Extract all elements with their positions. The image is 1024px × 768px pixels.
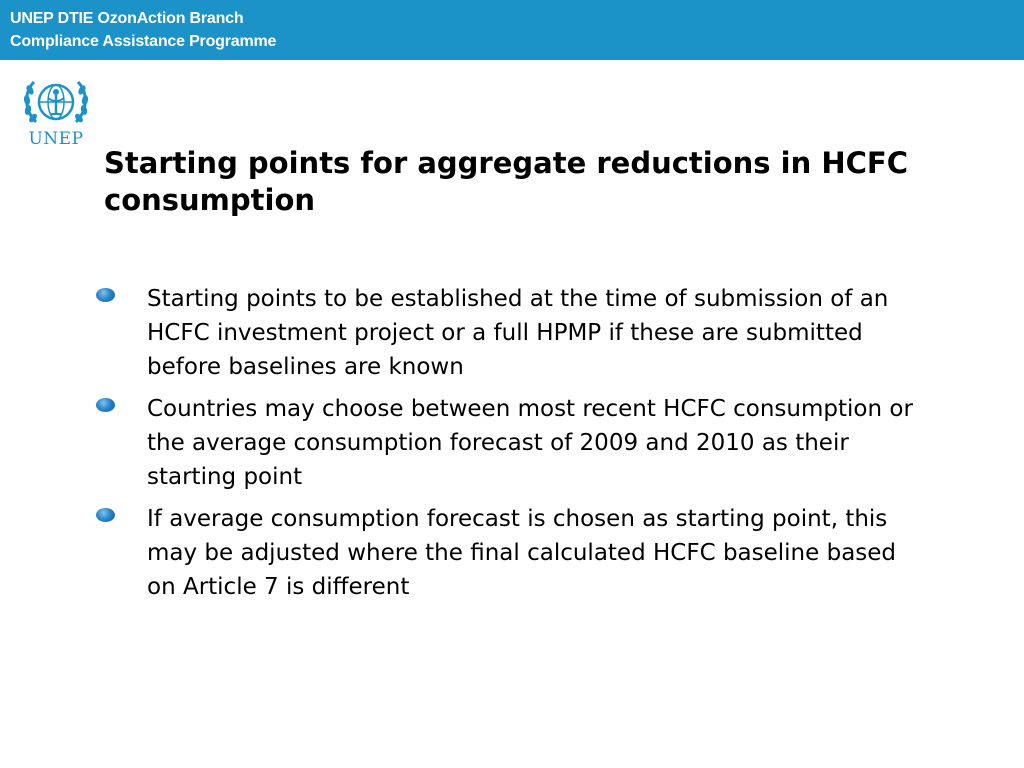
- header-text: [10, 7, 276, 53]
- bullet-icon: [96, 508, 115, 522]
- bullet-text: If average consumption forecast is chosen as starting point, this may be adjusted where the final calculated HCFC baseline based on Article 7 is different: [147, 506, 897, 600]
- bullet-text: Starting points to be established at the time of submission of an HCFC investment project or a full HPMP if these are submitted before baselines are known: [147, 286, 889, 380]
- slide-title: Starting points for aggregate reductions in HCFC consumption: [104, 146, 908, 217]
- list-item: [96, 502, 916, 604]
- bullet-icon: [96, 288, 115, 302]
- bullet-text: Countries may choose between most recent HCFC consumption or the average consumption forecast of 2009 and 2010 as their starting point: [147, 396, 913, 490]
- list-item: [96, 282, 916, 384]
- header-line-1: UNEP DTIE OzonAction Branch: [10, 10, 244, 27]
- header-bar: [0, 0, 1024, 60]
- header-line-2: Compliance Assistance Programme: [10, 33, 277, 50]
- un-emblem-icon: [20, 74, 92, 130]
- list-item: [96, 392, 916, 494]
- bullet-list: [96, 282, 916, 612]
- logo-text: UNEP: [28, 129, 84, 149]
- bullet-icon: [96, 398, 115, 412]
- unep-logo: [20, 74, 92, 152]
